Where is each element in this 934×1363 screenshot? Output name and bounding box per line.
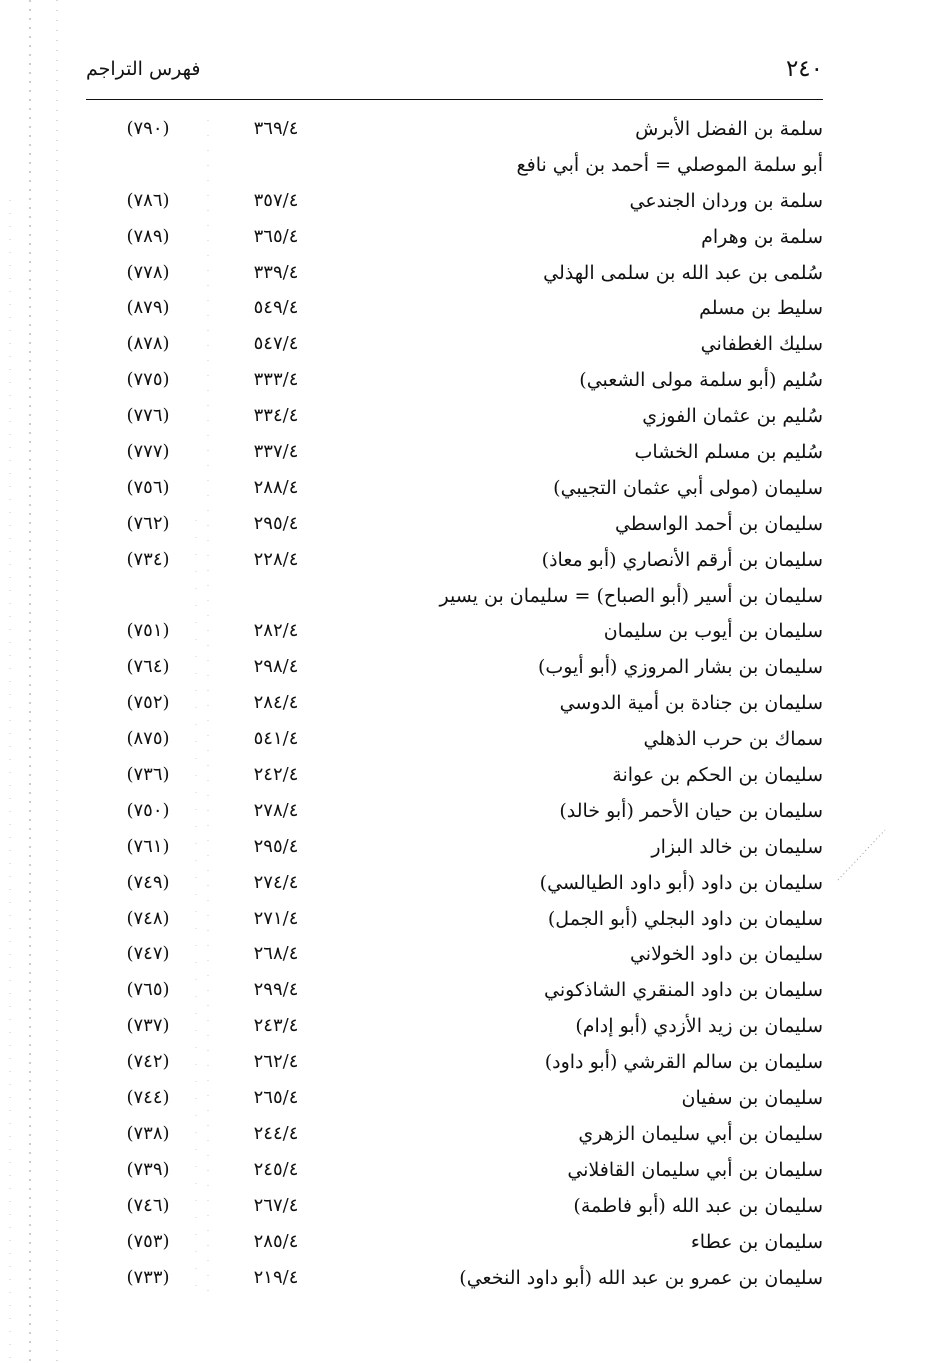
entry-number: (٧٦١) (126, 835, 170, 857)
entry-number: (٨٧٨) (126, 333, 170, 355)
index-entry (86, 1119, 823, 1155)
entry-name: سلمة بن الفضل الأبرش (635, 118, 823, 140)
entry-number: (٧٣٣) (126, 1266, 170, 1288)
index-entry (86, 114, 823, 150)
index-entry (86, 437, 823, 473)
entry-volume-page: ٣٥٧/٤ (253, 189, 299, 211)
index-entry (86, 724, 823, 760)
entry-number: (٧٥٦) (126, 476, 170, 498)
entry-number: (٧٧٧) (126, 441, 170, 463)
entry-number: (٧٤٦) (126, 1194, 170, 1216)
entry-name: سليمان بن جنادة بن أمية الدوسي (559, 692, 823, 715)
entry-volume-page: ٢٤٢/٤ (253, 764, 299, 786)
entry-number: (٧٤٤) (126, 1087, 170, 1109)
entry-number: (٧٧٨) (126, 261, 170, 283)
index-entry (86, 365, 823, 401)
entry-volume-page: ٢٩٥/٤ (253, 835, 299, 857)
entry-volume-page: ٣٣٧/٤ (253, 441, 299, 463)
entry-name: سليمان (مولى أبي عثمان التجيبي) (553, 476, 823, 499)
entry-name: سليمان بن حيان الأحمر (أبو خالد) (559, 799, 823, 822)
entry-name: سليمان بن داود الخولاني (629, 943, 823, 966)
entry-number: (٧٥٠) (126, 799, 170, 821)
entry-name: سليمان بن أسير (أبو الصباح) = سليمان بن يسير (439, 584, 823, 607)
entry-volume-page: ٢٨٨/٤ (253, 476, 299, 498)
entry-number: (٧٦٢) (126, 512, 170, 534)
entry-number: (٧٥٢) (126, 692, 170, 714)
entry-number: (٧٣٦) (126, 764, 170, 786)
index-entry (86, 509, 823, 545)
header-divider (86, 99, 823, 100)
entry-number: (٧٤٨) (126, 907, 170, 929)
index-entry (86, 1227, 823, 1263)
entry-number: (٧٣٩) (126, 1158, 170, 1180)
entry-number: (٧٣٨) (126, 1122, 170, 1144)
entry-volume-page: ٣٦٩/٤ (253, 118, 299, 139)
index-entry (86, 1011, 823, 1047)
entry-name: سلمة بن وردان الجندعي (629, 189, 823, 212)
entry-name: سُليم بن عثمان الفوزي (642, 405, 823, 428)
entry-volume-page: ٢٦٧/٤ (253, 1194, 299, 1216)
entry-volume-page: ٢٨٤/٤ (253, 692, 299, 714)
index-entry (86, 1191, 823, 1227)
index-entry (86, 939, 823, 975)
entry-volume-page: ٢٧١/٤ (253, 907, 299, 929)
entry-name: سليمان بن سفيان (681, 1087, 823, 1110)
entry-volume-page: ٢١٩/٤ (253, 1266, 299, 1288)
entry-name: سليمان بن بشار المروزي (أبو أيوب) (537, 656, 823, 679)
entry-name: سُليم بن مسلم الخشاب (634, 441, 823, 464)
entry-name: سليمان بن أبي سليمان القافلاني (567, 1158, 823, 1181)
index-entry (86, 1155, 823, 1191)
entry-volume-page: ٢٩٩/٤ (253, 979, 299, 1001)
entry-name: سليمان بن أرقم الأنصاري (أبو معاذ) (541, 548, 823, 571)
entry-volume-page: ٣٣٩/٤ (253, 261, 299, 283)
index-entry (86, 545, 823, 581)
page-header (86, 54, 823, 94)
entry-number: (٧٨٩) (126, 225, 170, 247)
index-entry (86, 975, 823, 1011)
entry-volume-page: ٢٩٨/٤ (253, 656, 299, 678)
entry-volume-page: ٢٦٥/٤ (253, 1087, 299, 1109)
index-entry (86, 581, 823, 617)
index-entry (86, 150, 823, 186)
entry-volume-page: ٢٤٣/٤ (253, 1015, 299, 1037)
entry-name: أبو سلمة الموصلي = أحمد بن أبي نافع (516, 153, 823, 176)
entry-name: سُليم (أبو سلمة مولى الشعبي) (579, 369, 823, 392)
entry-name: سليمان بن داود البجلي (أبو الجمل) (547, 907, 823, 930)
entry-volume-page: ٢٤٥/٤ (253, 1158, 299, 1180)
entry-number: (٧٨٦) (126, 189, 170, 211)
index-entry (86, 616, 823, 652)
entry-volume-page: ٢٢٨/٤ (253, 548, 299, 570)
entry-name: سليمان بن أيوب بن سليمان (603, 620, 823, 643)
index-entry (86, 1047, 823, 1083)
entry-number: (٧٤٢) (126, 1051, 170, 1073)
biography-index-list (86, 114, 823, 1298)
entry-name: سليمان بن الحكم بن عوانة (612, 764, 823, 787)
index-entry (86, 293, 823, 329)
index-entry (86, 652, 823, 688)
index-entry (86, 1083, 823, 1119)
index-entry (86, 329, 823, 365)
entry-name: سلمة بن وهرام (701, 225, 823, 248)
entry-number: (٧٥١) (126, 620, 170, 642)
index-entry (86, 796, 823, 832)
entry-name: سُلمى بن عبد الله بن سلمى الهذلي (543, 261, 823, 284)
entry-name: سليمان بن عبد الله (أبو فاطمة) (573, 1194, 823, 1217)
entry-name: سليمان بن داود المنقري الشاذكوني (544, 979, 823, 1002)
entry-name: سماك بن حرب الذهلي (643, 728, 823, 751)
entry-number: (٧٥٣) (126, 1230, 170, 1252)
index-entry (86, 1263, 823, 1299)
entry-name: سليمان بن أبي سليمان الزهري (578, 1122, 823, 1145)
entry-volume-page: ٢٩٥/٤ (253, 512, 299, 534)
index-entry (86, 258, 823, 294)
entry-volume-page: ٢٦٨/٤ (253, 943, 299, 965)
entry-volume-page: ٢٧٨/٤ (253, 799, 299, 821)
index-entry (86, 688, 823, 724)
entry-number: (٧٣٧) (126, 1015, 170, 1037)
entry-name: سليط بن مسلم (699, 297, 823, 320)
entry-volume-page: ٥٤٩/٤ (253, 297, 299, 319)
entry-volume-page: ٢٨٥/٤ (253, 1230, 299, 1252)
entry-number: (٧٦٤) (126, 656, 170, 678)
entry-name: سليمان بن عمرو بن عبد الله (أبو داود النخعي) (459, 1266, 823, 1289)
page-number: ٢٤٠ (785, 56, 823, 82)
entry-volume-page: ٢٦٢/٤ (253, 1051, 299, 1073)
entry-volume-page: ٣٦٥/٤ (253, 225, 299, 247)
index-entry (86, 760, 823, 796)
entry-name: سليمان بن أحمد الواسطي (614, 512, 823, 535)
index-entry (86, 904, 823, 940)
entry-number: (٧٧٦) (126, 405, 170, 427)
entry-name: سليمان بن عطاء (690, 1230, 823, 1253)
entry-number: (٨٧٥) (126, 728, 170, 750)
index-entry (86, 868, 823, 904)
index-entry (86, 401, 823, 437)
entry-number: (٧٣٤) (126, 548, 170, 570)
running-title: فهرس التراجم (86, 58, 201, 80)
entry-name: سليك الغطفاني (700, 333, 823, 356)
entry-volume-page: ٢٧٤/٤ (253, 871, 299, 893)
index-entry (86, 186, 823, 222)
entry-name: سليمان بن خالد البزار (651, 835, 823, 858)
entry-name: سليمان بن زيد الأزدي (أبو إدام) (575, 1015, 823, 1038)
entry-number: (٧٧٥) (126, 369, 170, 391)
entry-name: سليمان بن سالم القرشي (أبو داود) (544, 1051, 823, 1074)
entry-volume-page: ٥٤٧/٤ (253, 333, 299, 355)
entry-volume-page: ٢٨٢/٤ (253, 620, 299, 642)
entry-volume-page: ٥٤١/٤ (253, 728, 299, 750)
entry-number: (٧٩٠) (126, 118, 170, 139)
index-entry (86, 222, 823, 258)
index-entry (86, 473, 823, 509)
entry-number: (٧٤٩) (126, 871, 170, 893)
entry-volume-page: ٢٤٤/٤ (253, 1122, 299, 1144)
entry-number: (٨٧٩) (126, 297, 170, 319)
entry-number: (٧٦٥) (126, 979, 170, 1001)
entry-number: (٧٤٧) (126, 943, 170, 965)
entry-volume-page: ٣٣٣/٤ (253, 369, 299, 391)
entry-volume-page: ٣٣٤/٤ (253, 405, 299, 427)
entry-name: سليمان بن داود (أبو داود الطيالسي) (539, 871, 823, 894)
index-entry (86, 832, 823, 868)
